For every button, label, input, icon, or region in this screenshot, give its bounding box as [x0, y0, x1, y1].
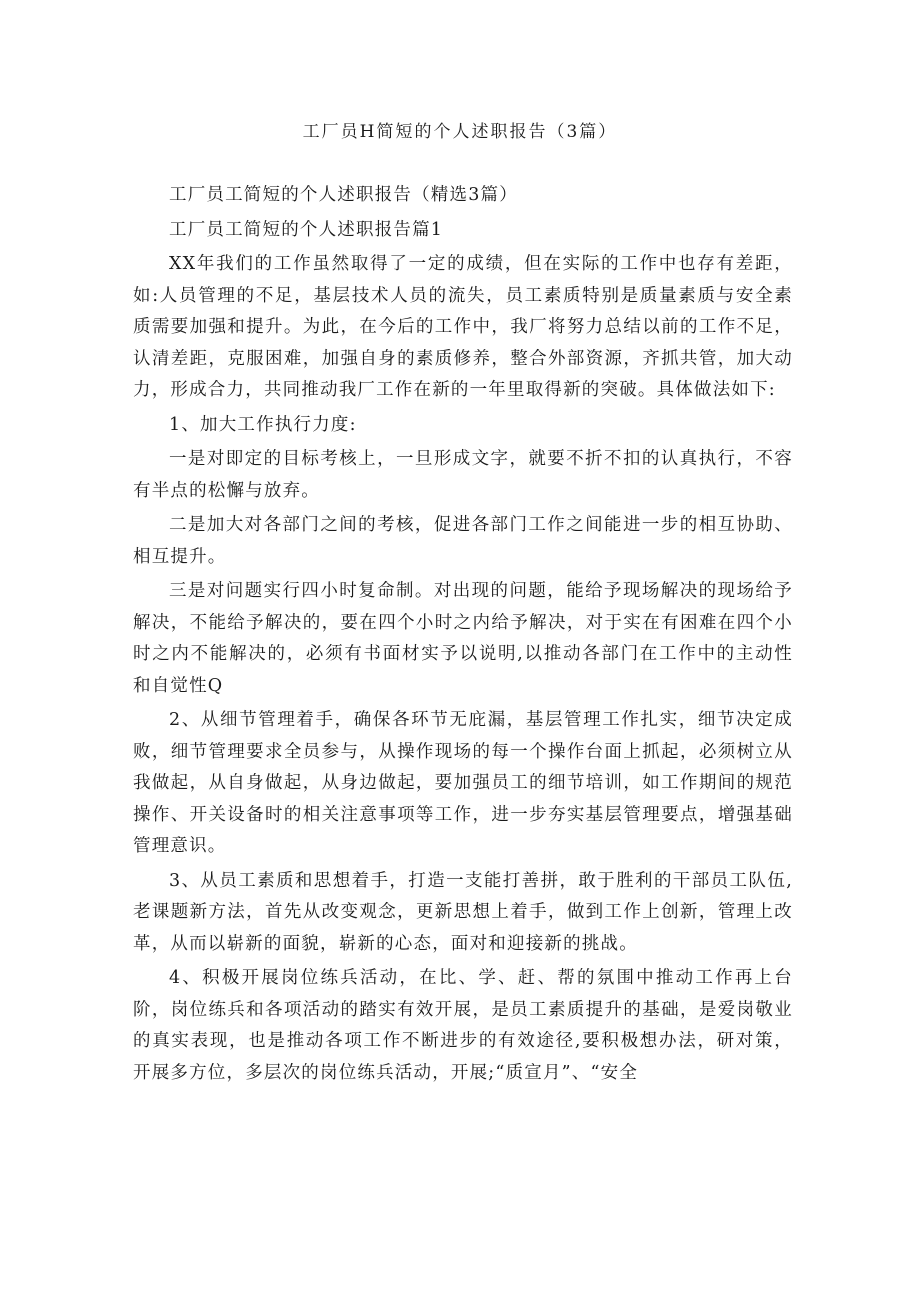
paragraph-section-heading: 工厂员工简短的个人述职报告篇1: [169, 219, 444, 240]
paragraph: XX年我们的工作虽然取得了一定的成绩，但在实际的工作中也存有差距，如:人员管理的不足，基层技术人员的流失，员工素质特别是质量素质与安全素质需要加强和提升。为此，在今后的工作中，我厂将努力总结以前的工作不足，认清差距，克服困难，加强自身的素质修养，整合外部资源，齐抓共管，加大动力，形成合力，共同推动我厂工作在新的一年里取得新的突破。具体做法如下:: [133, 254, 793, 400]
paragraph: 一是对即定的目标考核上，一旦形成文字，就要不折不扣的认真执行，不容有半点的松懈与放弃。: [133, 449, 793, 501]
paragraph-list-item: 4、积极开展岗位练兵活动，在比、学、赶、帮的氛围中推动工作再上台阶，岗位练兵和各项活动的踏实有效开展，是员工素质提升的基础，是爱岗敬业的真实表现，也是推动各项工作不断进步的有效途径,要积极想办法，研对策，开展多方位，多层次的岗位练兵活动，开展;“质宣月”、“安全: [133, 968, 793, 1083]
paragraph-subtitle: 工厂员工简短的个人述职报告（精选3篇）: [169, 185, 518, 205]
document-body: [133, 180, 793, 1092]
paragraph-list-item: 2、从细节管理着手，确保各环节无庇漏，基层管理工作扎实，细节决定成败，细节管理要求全员参与，从操作现场的每一个操作台面上抓起，必须树立从我做起，从自身做起，从身边做起，要加强员工的细节培训，如工作期间的规范操作、开关设备时的相关注意事项等工作，进一步夯实基层管理要点，增强基础管理意识。: [133, 710, 793, 856]
paragraph: 二是加大对各部门之间的考核，促进各部门工作之间能进一步的相互协助、相互提升。: [133, 515, 793, 567]
paragraph-list-item: 1、加大工作执行力度:: [169, 414, 357, 435]
document-title: 工厂员H简短的个人述职报告（3篇）: [302, 122, 618, 142]
paragraph: 三是对问题实行四小时复命制。对出现的问题，能给予现场解决的现场给予解决，不能给予解决的，要在四个小时之内给予解决，对于实在有困难在四个小时之内不能解决的，必须有书面材实予以说明,以推动各部门在工作中的主动性和自觉性Q: [133, 581, 793, 696]
paragraph-list-item: 3、从员工素质和思想着手，打造一支能打善拼，敢于胜利的干部员工队伍,老课题新方法，首先从改变观念，更新思想上着手，做到工作上创新，管理上改革，从而以崭新的面貌，崭新的心态，面对和迎接新的挑战。: [133, 870, 793, 954]
